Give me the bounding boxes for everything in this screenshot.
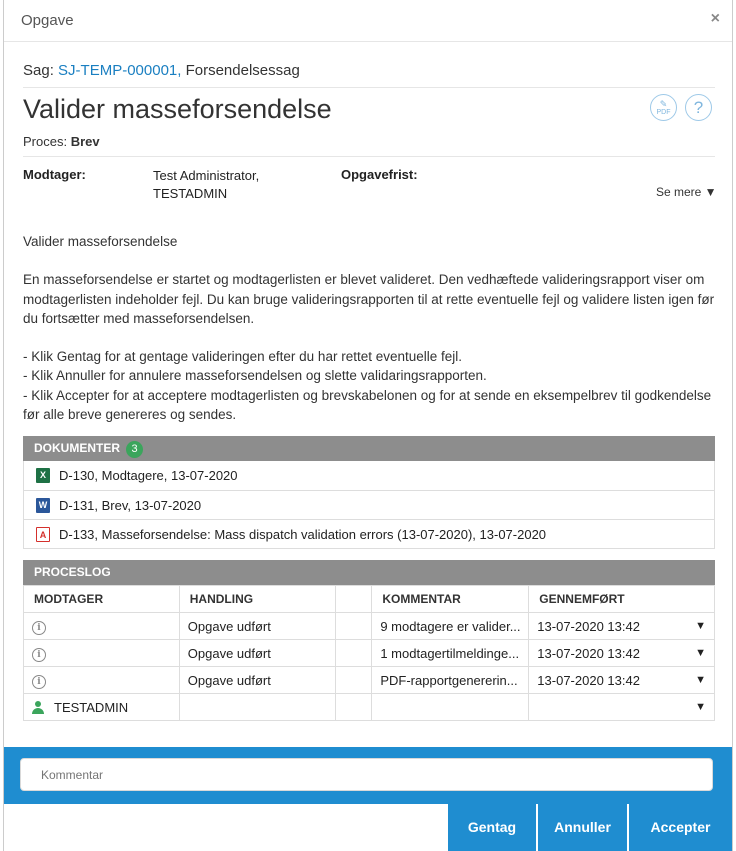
comment-cell: 1 modtagertilmeldinge... — [372, 640, 529, 667]
completed-cell — [529, 640, 715, 667]
empty-cell — [336, 640, 372, 667]
task-dialog — [3, 0, 733, 851]
completed-cell — [529, 667, 715, 694]
dialog-titlebar — [4, 0, 732, 42]
comment-cell — [372, 694, 529, 721]
completed-cell — [529, 613, 715, 640]
recipient-label: Modtager: — [23, 167, 86, 182]
expand-caret-icon[interactable]: ▼ — [695, 701, 706, 713]
divider — [23, 87, 715, 88]
see-more-toggle[interactable]: Se mere ▼ — [656, 185, 717, 199]
description-step: - Klik Annuller for annulere masseforsendelsen og slette validaringsrapporten. — [23, 368, 487, 384]
empty-cell — [336, 694, 372, 721]
document-item[interactable] — [24, 490, 714, 519]
document-label: D-133, Masseforsendelse: Mass dispatch validation errors (13-07-2020), 13-07-2020 — [59, 527, 547, 542]
document-item[interactable] — [24, 461, 714, 490]
deadline-label: Opgavefrist: — [341, 167, 418, 182]
document-label: D-131, Brev, 13-07-2020 — [59, 498, 202, 513]
comment-cell: 9 modtagere er valider... — [372, 613, 529, 640]
case-line — [23, 62, 300, 79]
document-count-badge: 3 — [126, 441, 143, 458]
recipient-cell — [24, 613, 180, 640]
column-header: HANDLING — [179, 586, 336, 613]
action-cell — [179, 694, 336, 721]
process-line — [23, 134, 100, 149]
documents-header — [23, 436, 715, 461]
recipient-cell — [24, 640, 180, 667]
action-cell: Opgave udført — [179, 613, 336, 640]
table-row — [24, 613, 715, 640]
process-log-header: PROCESLOG — [23, 560, 715, 585]
recipient-value: Test Administrator, TESTADMIN — [153, 168, 260, 201]
process-label: Proces: — [23, 134, 68, 149]
documents-title: DOKUMENTER — [34, 441, 120, 455]
case-prefix: Sag: — [23, 62, 54, 79]
recipient-cell — [24, 667, 180, 694]
comment-bar — [4, 747, 732, 804]
process-value: Brev — [70, 134, 100, 149]
description-step: - Klik Accepter for at acceptere modtagerlisten og brevskabelonen og for at sende en eksempelbrev til godkendelse før alle breve genereres og sendes. — [23, 387, 712, 423]
expand-caret-icon[interactable]: ▼ — [695, 647, 706, 659]
info-icon: i — [32, 675, 46, 689]
document-label: D-130, Modtagere, 13-07-2020 — [59, 468, 238, 483]
completed-value: 13-07-2020 13:42 — [537, 618, 640, 634]
description-body: En masseforsendelse er startet og modtagerlisten er blevet valideret. Den vedhæftede valideringsrapport viser om modtagerlisten indeholder fejl. Du kan bruge valideringsrapporten til at rette eventuelle fejl og validere listen igen før du fortsætter med masseforsendelsen. — [23, 272, 715, 326]
excel-icon: X — [36, 468, 50, 483]
word-icon: W — [36, 498, 50, 513]
completed-value: 13-07-2020 13:42 — [537, 672, 640, 688]
expand-caret-icon[interactable]: ▼ — [695, 620, 706, 632]
action-cell: Opgave udført — [179, 667, 336, 694]
column-header: GENNEMFØRT — [529, 586, 715, 613]
description-heading: Valider masseforsendelse — [23, 234, 178, 249]
info-icon: i — [32, 621, 46, 635]
document-list — [23, 461, 715, 549]
close-icon[interactable]: × — [710, 10, 720, 27]
task-description — [23, 232, 715, 424]
retry-button[interactable]: Gentag — [448, 804, 536, 851]
pdf-file-icon: A — [36, 527, 50, 542]
pdf-label: PDF — [656, 109, 671, 116]
table-row — [24, 667, 715, 694]
page-title: Valider masseforsendelse — [23, 94, 332, 124]
empty-cell — [336, 613, 372, 640]
info-icon: i — [32, 648, 46, 662]
expand-caret-icon[interactable]: ▼ — [695, 674, 706, 686]
comment-input[interactable] — [20, 758, 713, 791]
case-link[interactable]: SJ-TEMP-000001, — [58, 62, 182, 79]
document-item[interactable] — [24, 519, 714, 548]
action-buttons — [4, 804, 732, 851]
column-header: MODTAGER — [24, 586, 180, 613]
pdf-icon[interactable]: ✎ PDF — [650, 94, 677, 121]
process-log-table — [23, 585, 715, 721]
accept-button[interactable]: Accepter — [629, 804, 732, 851]
empty-cell — [336, 667, 372, 694]
comment-cell: PDF-rapportgenererin... — [372, 667, 529, 694]
dialog-title: Opgave — [21, 12, 74, 29]
user-icon — [32, 701, 44, 714]
description-step: - Klik Gentag for at gentage valideringen efter du har rettet eventuelle fejl. — [23, 349, 463, 365]
recipient-cell — [24, 694, 180, 721]
divider — [23, 156, 715, 157]
table-row — [24, 694, 715, 721]
recipient-name: TESTADMIN — [54, 699, 129, 715]
action-cell: Opgave udført — [179, 640, 336, 667]
table-header-row — [24, 586, 715, 613]
help-icon[interactable]: ? — [685, 94, 712, 121]
case-type: Forsendelsessag — [185, 62, 300, 79]
cancel-button[interactable]: Annuller — [538, 804, 627, 851]
column-header — [336, 586, 372, 613]
completed-value: 13-07-2020 13:42 — [537, 645, 640, 661]
table-row — [24, 640, 715, 667]
column-header: KOMMENTAR — [372, 586, 529, 613]
completed-cell — [529, 694, 715, 721]
